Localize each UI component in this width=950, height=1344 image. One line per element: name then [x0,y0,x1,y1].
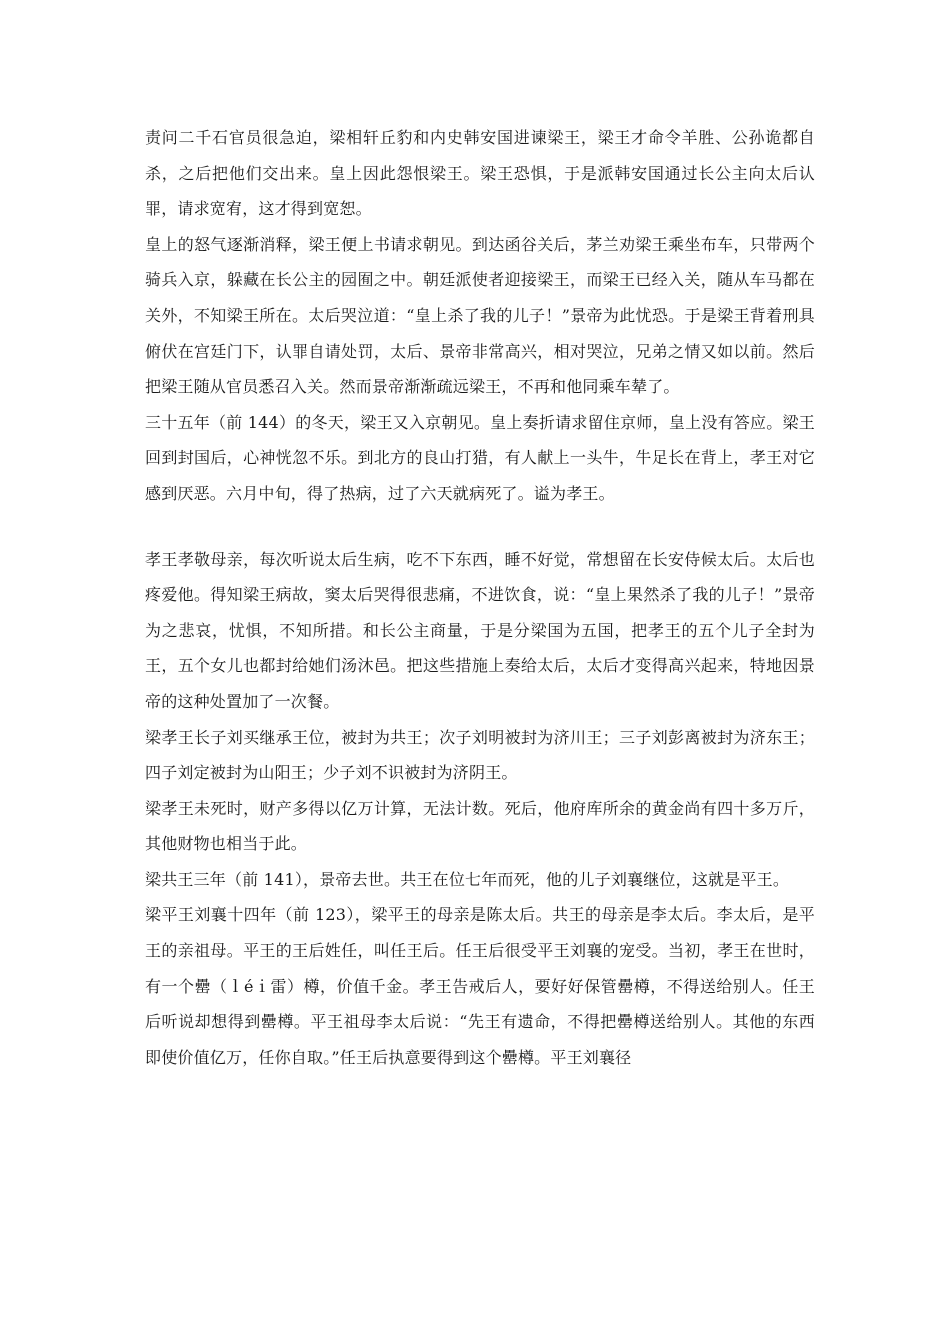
paragraph-8: 梁平王刘襄十四年（前 123），梁平王的母亲是陈太后。共王的母亲是李太后。李太后，是平王的亲祖母。平王的王后姓任，叫任王后。任王后很受平王刘襄的宠受。当初，孝王在世时，有一个罍（ｌéｉ雷）樽，价值千金。孝王告戒后人，要好好保管罍樽，不得送给别人。任王后听说却想得到罍樽。平王祖母李太后说：“先王有遗命，不得把罍樽送给别人。其他的东西即使价值亿万，任你自取。”任王后执意要得到这个罍樽。平王刘襄径 [145,905,815,1067]
paragraph-2: 皇上的怒气逐渐消释，梁王便上书请求朝见。到达函谷关后，茅兰劝梁王乘坐布车，只带两个骑兵入京，躲藏在长公主的园囿之中。朝廷派使者迎接梁王，而梁王已经入关，随从车马都在关外，不知梁王所在。太后哭泣道：“皇上杀了我的儿子！”景帝为此忧恐。于是梁王背着刑具俯伏在宫廷门下，认罪自请处罚，太后、景帝非常高兴，相对哭泣，兄弟之情又如以前。然后把梁王随从官员悉召入关。然而景帝渐渐疏远梁王，不再和他同乘车辇了。 [145,234,815,397]
paragraph-1: 责问二千石官员很急迫，梁相轩丘豹和内史韩安国进谏梁王，梁王才命令羊胜、公孙诡都自杀，之后把他们交出来。皇上因此怨恨梁王。梁王恐惧，于是派韩安国通过长公主向太后认罪，请求宽宥，这才得到宽恕。 [145,128,815,219]
document-body [145,120,815,1075]
paragraph-7: 梁共王三年（前 141），景帝去世。共王在位七年而死，他的儿子刘襄继位，这就是平王。 [145,869,790,889]
paragraph-6: 梁孝王未死时，财产多得以亿万计算，无法计数。死后，他府库所余的黄金尚有四十多万斤，其他财物也相当于此。 [145,798,815,854]
paragraph-gap [145,512,815,542]
paragraph-5: 梁孝王长子刘买继承王位，被封为共王；次子刘明被封为济川王；三子刘彭离被封为济东王；四子刘定被封为山阳王；少子刘不识被封为济阴王。 [145,727,815,783]
paragraph-3: 三十五年（前 144）的冬天，梁王又入京朝见。皇上奏折请求留住京师，皇上没有答应。梁王回到封国后，心神恍忽不乐。到北方的良山打猎，有人献上一头牛，牛足长在背上，孝王对它感到厌恶。六月中旬，得了热病，过了六天就病死了。谥为孝王。 [145,412,815,503]
paragraph-4: 孝王孝敬母亲，每次听说太后生病，吃不下东西，睡不好觉，常想留在长安侍候太后。太后也疼爱他。得知梁王病故，窦太后哭得很悲痛，不进饮食，说：“皇上果然杀了我的儿子！”景帝为之悲哀，忧惧，不知所措。和长公主商量，于是分梁国为五国，把孝王的五个儿子全封为王，五个女儿也都封给她们汤沐邑。把这些措施上奏给太后，太后才变得高兴起来，特地因景帝的这种处置加了一次餐。 [145,549,815,711]
